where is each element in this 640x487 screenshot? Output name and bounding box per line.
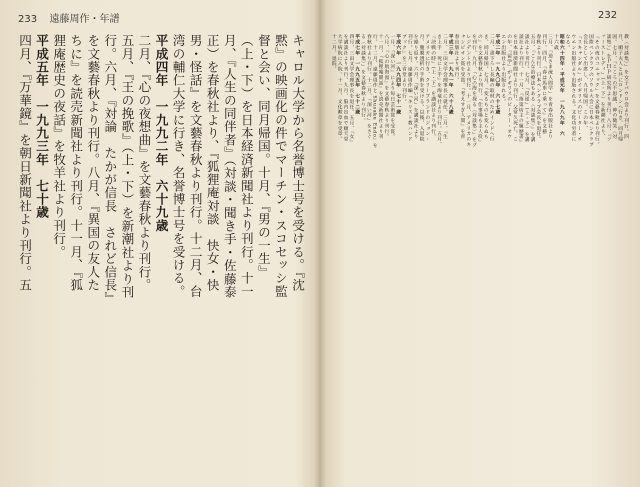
text-line: 月、『人生の同伴者』（対談・聞き手・佐藤泰: [221, 34, 237, 299]
text-line: 『その夜のコニャック』を文藝春秋より刊行。: [593, 34, 599, 148]
text-line: き、同月帰国。七月、『変るものと変らぬも: [482, 34, 488, 140]
text-line: 四月、三田文学会理事長を退任。五月、『女』: [348, 34, 354, 145]
text-line: の年、『留学』がイギリスのピーター・オウ: [506, 34, 512, 140]
left-page-number: 233: [18, 14, 38, 25]
text-line: 平成三年 一九九一年 六十八歳: [447, 34, 453, 115]
text-line: 督と会い、同月帰国。十月、『男の一生』: [255, 34, 271, 279]
text-line: 『スキャンダル』がイギリスのピーター・オ: [576, 34, 582, 142]
text-line: キャロル大学から名誉博士号を受ける。『沈: [290, 34, 305, 292]
text-line: 二月、三田文学会理事長に就任。三月、『生: [441, 34, 447, 140]
text-line: 平成四年 一九九二年 六十九歳: [153, 34, 169, 232]
text-line: 十六歳: [552, 34, 558, 51]
text-line: 昭和六十四年・平成元年 一九八九年 六: [558, 34, 564, 137]
text-line: 狸庵歴史の夜話』を牧羊社より刊行。: [51, 34, 67, 259]
text-line: き上手 死に上手』を海竜社より刊行。五月、: [436, 34, 441, 148]
right-page-number: 232: [598, 10, 618, 21]
text-line: 刊行。七月、遠藤周作編『キリスト教ハンド: [406, 34, 412, 142]
text-line: を刊行。九月、『心の海を探る〈対談集〉』をプ: [471, 34, 477, 148]
text-line: 行。六月、『対論 たかが信長 されど信長』: [102, 34, 118, 305]
text-line: 春秋より刊行。日本ペンクラブ会長を退任。: [535, 34, 541, 142]
text-line: ァーストレディ』（上・下）を新潮社より、: [599, 34, 605, 140]
text-line: 十一月、『狐狸庵閑話』を読売新聞社より刊: [377, 34, 383, 140]
text-line: 正）を春秋社より、『狐狸庵対談 快女・快: [204, 34, 220, 292]
text-line: 春秋社より刊行。十二月、『深い河』をさぐ: [365, 34, 371, 140]
text-line: ャンピオン賞を受賞。『考えすぎ人間』を青: [459, 34, 465, 140]
right-page-body: [330, 34, 628, 476]
text-line: 春出版社より刊行。: [453, 34, 459, 83]
text-line: 黙』の映画化の件でマーチン・スコセッシ監: [272, 34, 288, 298]
text-line: 十二月、退院。: [330, 34, 336, 72]
text-line: 『決戦の時』（上・下）を講談社より刊行。: [430, 34, 436, 140]
running-head: 遠藤周作・年譜: [49, 14, 120, 25]
text-line: を講談社より刊行。九月、脳内出血で順天堂: [342, 34, 348, 142]
text-line: 平成五年 一九九三年 七十歳: [34, 34, 50, 219]
text-line: 一月、『深い河』により毎日芸術賞を受賞。: [389, 34, 395, 140]
text-line: の』を文藝春秋より刊行。『仕事場も主人役』: [476, 34, 482, 145]
text-line: 男・怪話』を文藝春秋より刊行。十二月、台: [187, 34, 203, 298]
text-line: 平成七年 一九九五年 七十二歳: [354, 34, 360, 115]
text-line: 談集〉』をＰＨＰ研究所より刊行。八月、『フ: [605, 34, 611, 143]
text-line: る〈対談集〉』を文藝春秋より刊行。: [360, 34, 366, 124]
text-line: 談社より刊行。七月、『反逆』（上・下）を講: [523, 34, 529, 143]
text-line: 月、順子夫人と共にロンドンへ行き、同月帰: [617, 34, 623, 142]
text-line: 二月、『心の夜想曲』を文藝春秋より刊行。: [136, 34, 152, 292]
text-line: 三月、『逆さま流人間学』を青春出版社より: [547, 34, 553, 140]
book-gutter: [314, 0, 326, 487]
text-line: 行。十二月、遠藤周作と Shusaku Endo』を: [371, 34, 377, 149]
text-line: 八月、『心の航海図』を文藝春秋より刊行。: [383, 34, 389, 140]
text-line: 平成二年 一九九〇年 六十七歳: [494, 34, 500, 115]
text-line: 四月、『万華鏡』を朝日新聞社より刊行。五: [17, 34, 32, 292]
text-line: レジデント社より刊行。十一月、アメリカのキ: [465, 34, 471, 148]
text-line: ブック』を三省堂より刊行。: [400, 34, 406, 105]
text-line: ウエン出版社より出版される。文化功労者に: [570, 34, 576, 142]
left-page-header: [18, 10, 119, 25]
text-line: アメリカに行き、クリーブランドのジョン・: [424, 34, 430, 142]
text-line: 国。七月、『こころの不思議、神の微笑〈対: [611, 34, 617, 140]
text-line: 平成六年 一九九四年 七十一歳: [395, 34, 401, 115]
text-line: 刊行。四月、『春は馬車に乗って』を文藝: [541, 34, 547, 135]
text-line: 談社より刊行。十一月、『落第坊主の履歴書』: [517, 34, 523, 145]
text-line: 五月、『こんな治療法もある〈対談集〉』を講: [529, 34, 535, 143]
text-line: なる。: [564, 34, 570, 51]
text-line: （上・下）を日本経済新聞社より刊行。十一: [238, 34, 254, 298]
text-line: 教〈対談集〉』を女子パウロ会より刊行。四: [623, 34, 628, 140]
text-line: 湾の輔仁大学に行き、名誉博士号を受ける。: [170, 34, 186, 298]
text-line: 会長として出席し、九月帰国。この年、: [582, 34, 588, 132]
left-page-body: [16, 34, 306, 476]
text-line: 国際ペンクラブのソウル大会に日本ペンクラブ: [587, 34, 593, 148]
right-page-header: [598, 10, 617, 21]
text-line: 月、腹膜透析の手術を受ける。以後、入退院: [418, 34, 424, 142]
text-line: 五月、『王の挽歌』（上・下）を新潮社より刊: [119, 34, 135, 299]
text-line: を文藝春秋より刊行。八月、『異国の友人た: [85, 34, 101, 292]
text-line: エン出版社より出版される。: [500, 34, 506, 105]
text-line: を日本経済新聞社より刊行。父常久死亡。こ: [511, 34, 517, 142]
text-line: 大学病院に入院。十一月、文化勲章を受章。: [336, 34, 342, 142]
text-line: ちに』を読売新聞社より刊行。十一月、『狐: [68, 34, 84, 292]
text-line: を繰り返す。六月、『深い河』を講談社より: [412, 34, 418, 140]
text-line: 二月、書下ろし長編の取材のためインドへ行: [488, 34, 494, 142]
